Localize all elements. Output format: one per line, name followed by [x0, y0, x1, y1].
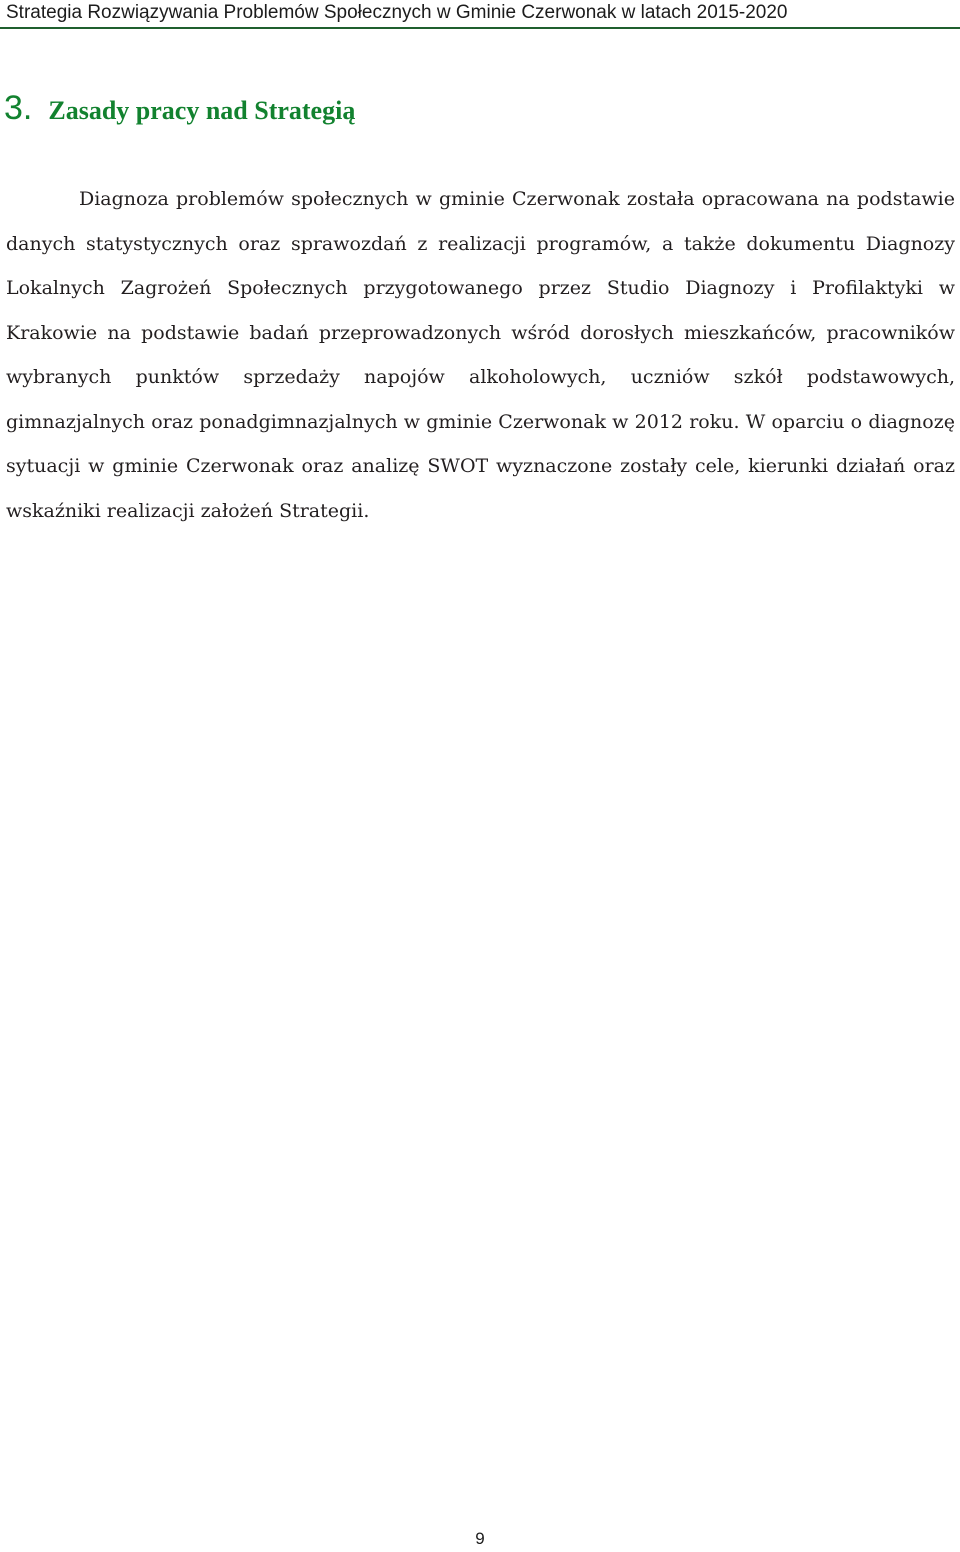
body-paragraph: Diagnoza problemów społecznych w gminie Czerwonak została opracowana na podstawie danych statystycznych oraz sprawozdań z realizacji programów, a także dokumentu Diagnozy Lokalnych Zagrożeń Społecznych przygotowanego przez Studio Diagnozy i Profilaktyki w Krakowie na podstawie badań przeprowadzonych wśród dorosłych mieszkańców, pracowników wybranych punktów sprzedaży napojów alkoholowych, uczniów szkół podstawowych, gimnazjalnych oraz ponadgimnazjalnych w gminie Czerwonak w 2012 roku. W oparciu o diagnozę sytuacji w gminie Czerwonak oraz analizę SWOT wyznaczone zostały cele, kierunki działań oraz wskaźniki realizacji założeń Strategii.: [6, 188, 955, 522]
section-heading: [4, 88, 355, 132]
running-header-title: Strategia Rozwiązywania Problemów Społecznych w Gminie Czerwonak w latach 2015-2020: [6, 2, 788, 23]
header-divider: [0, 27, 960, 29]
page-number: 9: [475, 1529, 485, 1548]
section-title: Zasady pracy nad Strategią: [48, 96, 356, 125]
section-number: 3.: [4, 89, 33, 127]
